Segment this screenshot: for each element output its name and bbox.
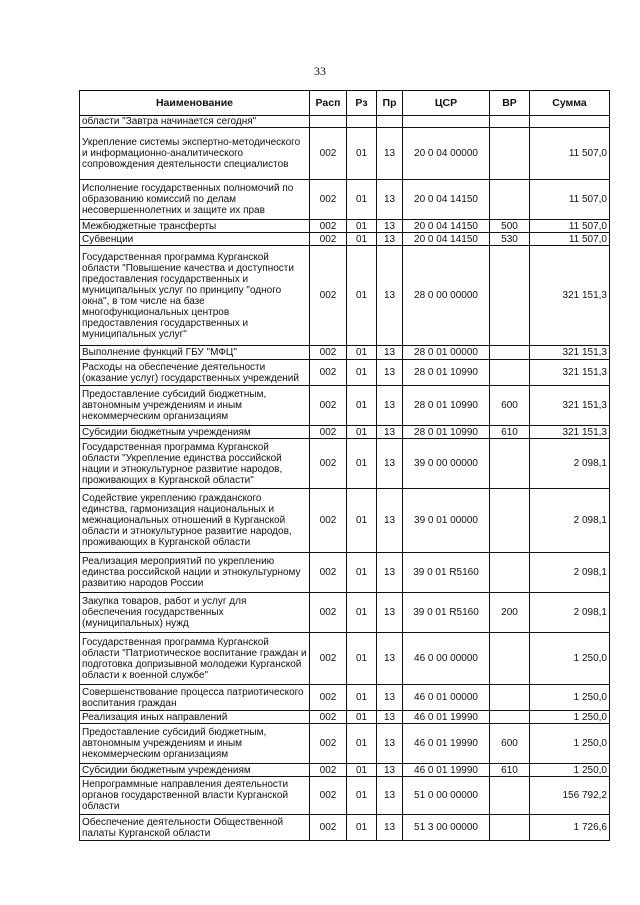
cell-pr: 13: [377, 685, 403, 711]
header-sum: Сумма: [530, 91, 610, 116]
cell-rz: 01: [347, 815, 377, 841]
cell-rasp: 002: [310, 346, 347, 360]
cell-sum: 2 098,1: [530, 439, 610, 489]
cell-sum: 1 250,0: [530, 633, 610, 685]
cell-name: Субсидии бюджетным учреждениям: [80, 426, 310, 439]
cell-sum: 321 151,3: [530, 346, 610, 360]
cell-name: Содействие укреплению гражданского единства, гармонизация национальных и межнациональных отношений в Курганской области и этнокультурное развитие народов, проживающих в Курганской области: [80, 489, 310, 553]
header-rz: Рз: [347, 91, 377, 116]
cell-name: Государственная программа Курганской области "Патриотическое воспитание граждан и подготовка допризывной молодежи Курганской области к военной службе": [80, 633, 310, 685]
cell-vr: 610: [490, 764, 530, 777]
cell-sum: 2 098,1: [530, 489, 610, 553]
cell-rz: 01: [347, 764, 377, 777]
cell-rz: 01: [347, 439, 377, 489]
cell-name: Непрограммные направления деятельности органов государственной власти Курганской области: [80, 777, 310, 815]
table-row: [80, 246, 610, 346]
cell-pr: 13: [377, 553, 403, 593]
cell-csr: 20 0 04 14150: [403, 180, 490, 220]
cell-sum: 1 250,0: [530, 711, 610, 724]
cell-csr: [403, 116, 490, 128]
page-number: 33: [314, 64, 326, 78]
cell-pr: 13: [377, 360, 403, 386]
cell-vr: [490, 246, 530, 346]
cell-rasp: 002: [310, 815, 347, 841]
cell-name: Совершенствование процесса патриотического воспитания граждан: [80, 685, 310, 711]
cell-vr: [490, 815, 530, 841]
cell-name: Закупка товаров, работ и услуг для обеспечения государственных (муниципальных) нужд: [80, 593, 310, 633]
cell-pr: 13: [377, 439, 403, 489]
header-csr: ЦСР: [403, 91, 490, 116]
table-row: [80, 777, 610, 815]
cell-csr: 28 0 01 10990: [403, 360, 490, 386]
table-row: [80, 593, 610, 633]
cell-vr: [490, 711, 530, 724]
cell-rz: 01: [347, 489, 377, 553]
cell-csr: 46 0 00 00000: [403, 633, 490, 685]
cell-csr: 46 0 01 19990: [403, 724, 490, 764]
table-row: [80, 116, 610, 128]
cell-name: Государственная программа Курганской области "Укрепление единства российской нации и этнокультурное развитие народов, проживающих в Курганской области": [80, 439, 310, 489]
cell-name: Выполнение функций ГБУ "МФЦ": [80, 346, 310, 360]
cell-rz: 01: [347, 246, 377, 346]
cell-csr: 28 0 01 10990: [403, 386, 490, 426]
cell-vr: 530: [490, 233, 530, 246]
cell-pr: 13: [377, 128, 403, 180]
cell-pr: 13: [377, 815, 403, 841]
cell-pr: 13: [377, 346, 403, 360]
cell-vr: [490, 777, 530, 815]
cell-name: Реализация мероприятий по укреплению единства российской нации и этнокультурному развитию народов России: [80, 553, 310, 593]
cell-sum: 156 792,2: [530, 777, 610, 815]
cell-sum: 2 098,1: [530, 553, 610, 593]
table-row: [80, 180, 610, 220]
table-row: [80, 386, 610, 426]
table-row: [80, 346, 610, 360]
cell-name: Межбюджетные трансферты: [80, 220, 310, 233]
cell-rasp: 002: [310, 777, 347, 815]
cell-rasp: 002: [310, 128, 347, 180]
cell-csr: 20 0 04 14150: [403, 220, 490, 233]
table-row: [80, 439, 610, 489]
cell-name: области "Завтра начинается сегодня": [80, 116, 310, 128]
cell-name: Предоставление субсидий бюджетным, автономным учреждениям и иным некоммерческим организациям: [80, 724, 310, 764]
cell-csr: 28 0 01 00000: [403, 346, 490, 360]
cell-rasp: 002: [310, 180, 347, 220]
cell-sum: 11 507,0: [530, 233, 610, 246]
cell-vr: [490, 633, 530, 685]
cell-pr: 13: [377, 233, 403, 246]
cell-rasp: 002: [310, 553, 347, 593]
cell-sum: 1 726,6: [530, 815, 610, 841]
cell-vr: 200: [490, 593, 530, 633]
cell-rasp: 002: [310, 220, 347, 233]
cell-name: Расходы на обеспечение деятельности (оказание услуг) государственных учреждений: [80, 360, 310, 386]
cell-pr: 13: [377, 246, 403, 346]
cell-pr: 13: [377, 724, 403, 764]
cell-csr: 46 0 01 19990: [403, 764, 490, 777]
cell-rz: 01: [347, 346, 377, 360]
cell-csr: 51 0 00 00000: [403, 777, 490, 815]
cell-name: Реализация иных направлений: [80, 711, 310, 724]
table-row: [80, 220, 610, 233]
cell-pr: [377, 116, 403, 128]
table-row: [80, 815, 610, 841]
cell-rasp: 002: [310, 633, 347, 685]
cell-rz: 01: [347, 553, 377, 593]
cell-rz: 01: [347, 711, 377, 724]
cell-vr: 500: [490, 220, 530, 233]
cell-pr: 13: [377, 593, 403, 633]
cell-csr: 39 0 01 R5160: [403, 593, 490, 633]
cell-name: Государственная программа Курганской области "Повышение качества и доступности предоставления государственных и муниципальных услуг по принципу "одного окна", в том числе на базе многофункциональных центров предоставления государственных и муниципальных услуг": [80, 246, 310, 346]
cell-sum: 1 250,0: [530, 764, 610, 777]
cell-rz: 01: [347, 777, 377, 815]
cell-csr: 51 3 00 00000: [403, 815, 490, 841]
cell-sum: 2 098,1: [530, 593, 610, 633]
cell-vr: [490, 346, 530, 360]
cell-rz: 01: [347, 233, 377, 246]
cell-csr: 46 0 01 19990: [403, 711, 490, 724]
cell-csr: 39 0 01 R5160: [403, 553, 490, 593]
cell-rz: 01: [347, 180, 377, 220]
cell-name: Предоставление субсидий бюджетным, автономным учреждениям и иным некоммерческим организациям: [80, 386, 310, 426]
cell-pr: 13: [377, 777, 403, 815]
cell-rasp: 002: [310, 593, 347, 633]
cell-rasp: 002: [310, 386, 347, 426]
cell-vr: [490, 685, 530, 711]
cell-rz: 01: [347, 724, 377, 764]
cell-sum: 1 250,0: [530, 685, 610, 711]
cell-rasp: [310, 116, 347, 128]
cell-sum: 321 151,3: [530, 246, 610, 346]
cell-sum: 321 151,3: [530, 386, 610, 426]
table-header-row: [80, 91, 610, 116]
cell-vr: [490, 116, 530, 128]
cell-rasp: 002: [310, 246, 347, 346]
cell-rz: 01: [347, 426, 377, 439]
budget-table: [79, 90, 610, 841]
cell-sum: 321 151,3: [530, 426, 610, 439]
cell-rz: 01: [347, 360, 377, 386]
table-row: [80, 128, 610, 180]
table-row: [80, 426, 610, 439]
cell-pr: 13: [377, 386, 403, 426]
cell-sum: 11 507,0: [530, 128, 610, 180]
table-row: [80, 360, 610, 386]
cell-csr: 20 0 04 14150: [403, 233, 490, 246]
cell-rasp: 002: [310, 724, 347, 764]
cell-pr: 13: [377, 764, 403, 777]
cell-name: Укрепление системы экспертно-методического и информационно-аналитического сопровождения деятельности специалистов: [80, 128, 310, 180]
table-row: [80, 233, 610, 246]
table-row: [80, 711, 610, 724]
cell-csr: 46 0 01 00000: [403, 685, 490, 711]
cell-pr: 13: [377, 180, 403, 220]
cell-csr: 28 0 01 10990: [403, 426, 490, 439]
cell-sum: [530, 116, 610, 128]
cell-pr: 13: [377, 220, 403, 233]
cell-rasp: 002: [310, 439, 347, 489]
table-row: [80, 633, 610, 685]
cell-vr: [490, 360, 530, 386]
header-rasp: Расп: [310, 91, 347, 116]
cell-pr: 13: [377, 489, 403, 553]
cell-rz: 01: [347, 220, 377, 233]
table-row: [80, 553, 610, 593]
cell-rasp: 002: [310, 711, 347, 724]
cell-vr: [490, 128, 530, 180]
cell-vr: [490, 553, 530, 593]
cell-csr: 28 0 00 00000: [403, 246, 490, 346]
cell-pr: 13: [377, 426, 403, 439]
cell-csr: 20 0 04 00000: [403, 128, 490, 180]
cell-csr: 39 0 01 00000: [403, 489, 490, 553]
cell-name: Субвенции: [80, 233, 310, 246]
cell-name: Субсидии бюджетным учреждениям: [80, 764, 310, 777]
cell-rz: 01: [347, 593, 377, 633]
cell-sum: 11 507,0: [530, 220, 610, 233]
cell-csr: 39 0 00 00000: [403, 439, 490, 489]
cell-rasp: 002: [310, 426, 347, 439]
cell-rasp: 002: [310, 685, 347, 711]
cell-rasp: 002: [310, 233, 347, 246]
cell-pr: 13: [377, 633, 403, 685]
cell-rz: 01: [347, 386, 377, 426]
header-vr: ВР: [490, 91, 530, 116]
header-name: Наименование: [80, 91, 310, 116]
cell-rz: 01: [347, 128, 377, 180]
cell-rasp: 002: [310, 764, 347, 777]
cell-rasp: 002: [310, 360, 347, 386]
table-row: [80, 764, 610, 777]
cell-sum: 11 507,0: [530, 180, 610, 220]
cell-sum: 1 250,0: [530, 724, 610, 764]
table-row: [80, 724, 610, 764]
cell-vr: [490, 489, 530, 553]
cell-rz: 01: [347, 633, 377, 685]
cell-rz: 01: [347, 685, 377, 711]
cell-rasp: 002: [310, 489, 347, 553]
cell-pr: 13: [377, 711, 403, 724]
header-pr: Пр: [377, 91, 403, 116]
cell-vr: 600: [490, 386, 530, 426]
cell-vr: 600: [490, 724, 530, 764]
cell-vr: [490, 439, 530, 489]
cell-name: Исполнение государственных полномочий по образованию комиссий по делам несовершеннолетних и защите их прав: [80, 180, 310, 220]
table-row: [80, 489, 610, 553]
cell-name: Обеспечение деятельности Общественной палаты Курганской области: [80, 815, 310, 841]
cell-sum: 321 151,3: [530, 360, 610, 386]
table-body: [80, 116, 610, 841]
cell-rz: [347, 116, 377, 128]
cell-vr: [490, 180, 530, 220]
cell-vr: 610: [490, 426, 530, 439]
table-row: [80, 685, 610, 711]
